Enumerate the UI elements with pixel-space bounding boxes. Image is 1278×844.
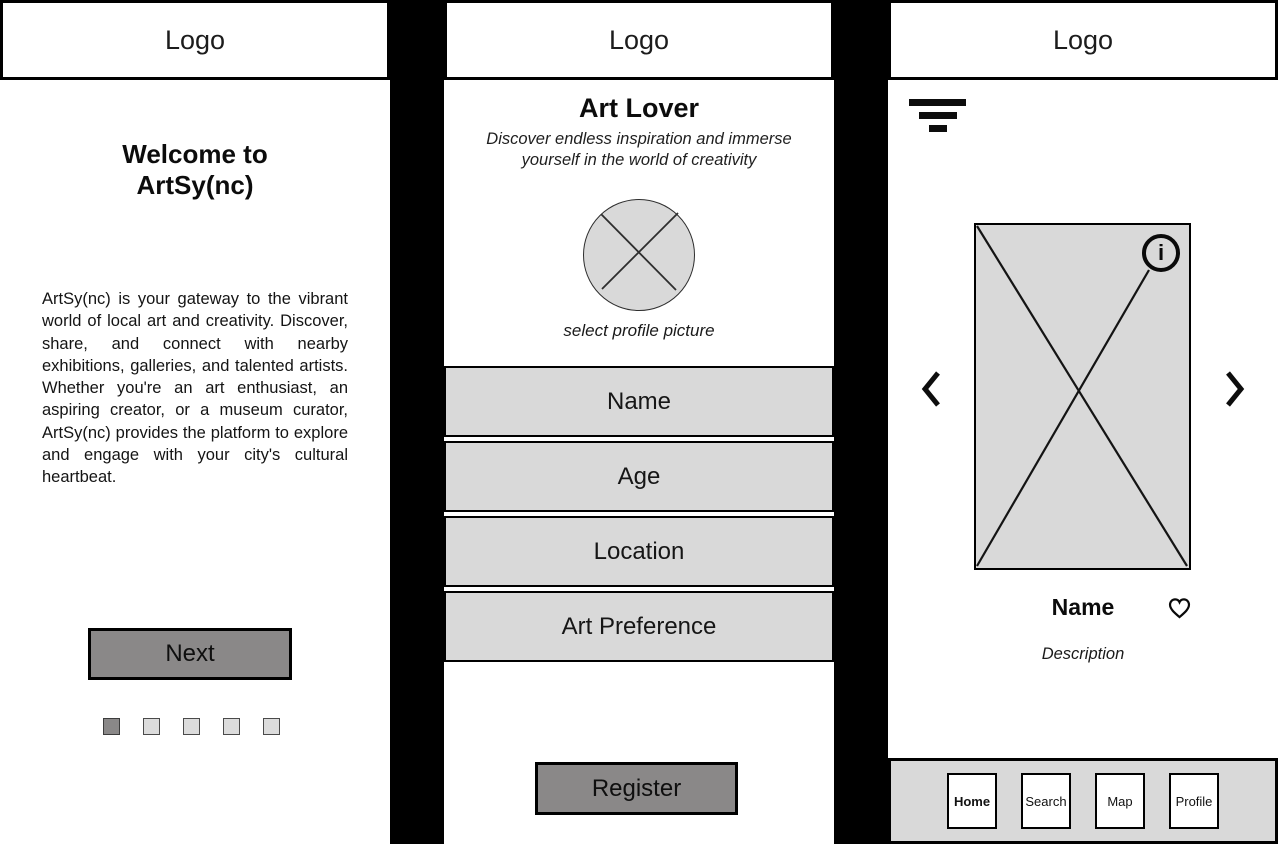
page-dot-5[interactable]: [263, 718, 280, 735]
age-field[interactable]: Age: [444, 441, 834, 512]
logo-header: [888, 0, 1278, 80]
location-field[interactable]: Location: [444, 516, 834, 587]
bottom-navigation: [888, 758, 1278, 844]
registration-form: [444, 366, 834, 666]
artwork-image-placeholder: [974, 223, 1191, 570]
page-dot-4[interactable]: [223, 718, 240, 735]
intro-paragraph: ArtSy(nc) is your gateway to the vibrant world of local art and creativity. Discover, share, and connect with nearby exhibitions, galleries, and talented artists. Whether you're an art enthusiast, an aspiring creator, or a museum curator, ArtSy(nc) provides the platform to explore and engage with your city's cultural heartbeat.: [42, 290, 348, 487]
nav-item-search[interactable]: Search: [1021, 773, 1071, 829]
filter-icon[interactable]: [909, 99, 966, 132]
image-placeholder-x-icon: [976, 225, 1188, 567]
page-indicator: [103, 718, 280, 735]
next-button[interactable]: Next: [88, 628, 292, 680]
page-dot-1[interactable]: [103, 718, 120, 735]
logo-header: [0, 0, 390, 80]
heart-icon[interactable]: [1167, 596, 1192, 625]
filter-bar: [929, 125, 947, 132]
nav-item-home[interactable]: Home: [947, 773, 997, 829]
screen-onboarding: [0, 0, 390, 844]
artwork-description: Description: [1041, 645, 1125, 663]
profile-picture-hint: select profile picture: [563, 321, 715, 340]
logo-text: Logo: [1052, 24, 1114, 55]
register-title: Art Lover: [578, 93, 700, 123]
screen-browse: [888, 0, 1278, 844]
chevron-right-icon[interactable]: [1224, 370, 1246, 413]
profile-placeholder-x-icon: [584, 200, 693, 309]
profile-picture-placeholder[interactable]: [583, 199, 695, 311]
chevron-left-icon[interactable]: [920, 370, 942, 413]
filter-bar: [909, 99, 966, 106]
info-icon[interactable]: [1142, 234, 1180, 272]
artwork-name: Name: [1051, 594, 1115, 620]
info-glyph: i: [1157, 240, 1165, 265]
register-button[interactable]: Register: [535, 762, 738, 815]
art-preference-field[interactable]: Art Preference: [444, 591, 834, 662]
logo-text: Logo: [164, 24, 226, 55]
screen-register: [444, 0, 834, 844]
register-subtitle: Discover endless inspiration and immerse yourself in the world of creativity: [486, 130, 792, 169]
name-field[interactable]: Name: [444, 366, 834, 437]
welcome-title: Welcome to ArtSy(nc): [122, 139, 268, 200]
page-dot-3[interactable]: [183, 718, 200, 735]
logo-header: [444, 0, 834, 80]
filter-bar: [919, 112, 957, 119]
nav-item-map[interactable]: Map: [1095, 773, 1145, 829]
page-dot-2[interactable]: [143, 718, 160, 735]
nav-item-profile[interactable]: Profile: [1169, 773, 1219, 829]
logo-text: Logo: [608, 24, 670, 55]
